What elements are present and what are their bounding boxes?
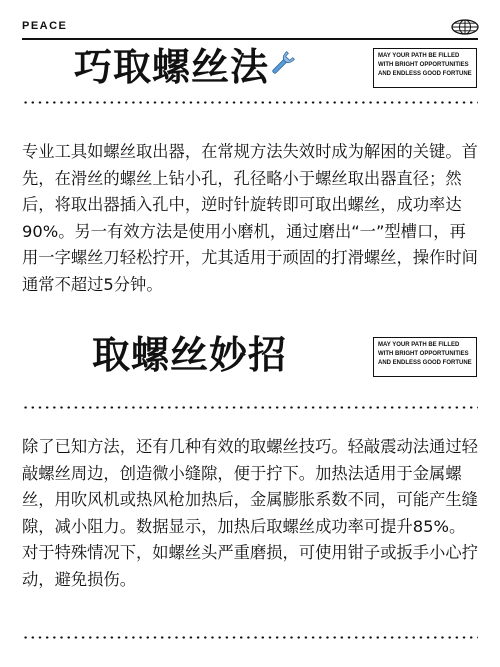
tagline-line: AND ENDLESS GOOD FORTUNE <box>378 71 472 77</box>
tagline-line: MAY YOUR PATH BE FILLED <box>378 342 460 348</box>
wrench-icon <box>268 50 296 78</box>
section1-title: 巧取螺丝法 <box>74 45 270 89</box>
dotted-divider <box>22 101 478 104</box>
tagline-line: AND ENDLESS GOOD FORTUNE <box>378 360 472 366</box>
dotted-divider <box>22 406 478 409</box>
tagline-line: WITH BRIGHT OPPORTUNITIES <box>378 351 469 357</box>
globe-icon <box>451 19 479 35</box>
section2-title: 取螺丝妙招 <box>92 333 288 377</box>
brand-label: PEACE <box>22 20 68 32</box>
top-divider <box>22 38 478 40</box>
tagline-line: WITH BRIGHT OPPORTUNITIES <box>378 62 469 68</box>
section1-tagline-box <box>373 48 477 88</box>
section2-body: 除了已知方法，还有几种有效的取螺丝技巧。轻敲震动法通过轻敲螺丝周边，创造微小缝隙，便于拧下。加热法适用于金属螺丝，用吹风机或热风枪加热后，金属膨胀系数不同，可能产生缝隙，减小阻力。数据显示，加热后取螺丝成功率可提升85%。对于特殊情况下，如螺丝头严重磨损，可使用钳子或扳手小心拧动，避免损伤。 <box>22 437 478 589</box>
dotted-divider <box>22 636 478 639</box>
section2-tagline-box <box>373 337 477 377</box>
section1-body: 专业工具如螺丝取出器，在常规方法失效时成为解困的关键。首先，在滑丝的螺丝上钻小孔，孔径略小于螺丝取出器直径；然后，将取出器插入孔中，逆时针旋转即可取出螺丝，成功率达90%。另一有效方法是使用小磨机，通过磨出“一”型槽口，再用一字螺丝刀轻松拧开，尤其适用于顽固的打滑螺丝，操作时间通常不超过5分钟。 <box>22 142 478 294</box>
tagline-line: MAY YOUR PATH BE FILLED <box>378 53 460 59</box>
